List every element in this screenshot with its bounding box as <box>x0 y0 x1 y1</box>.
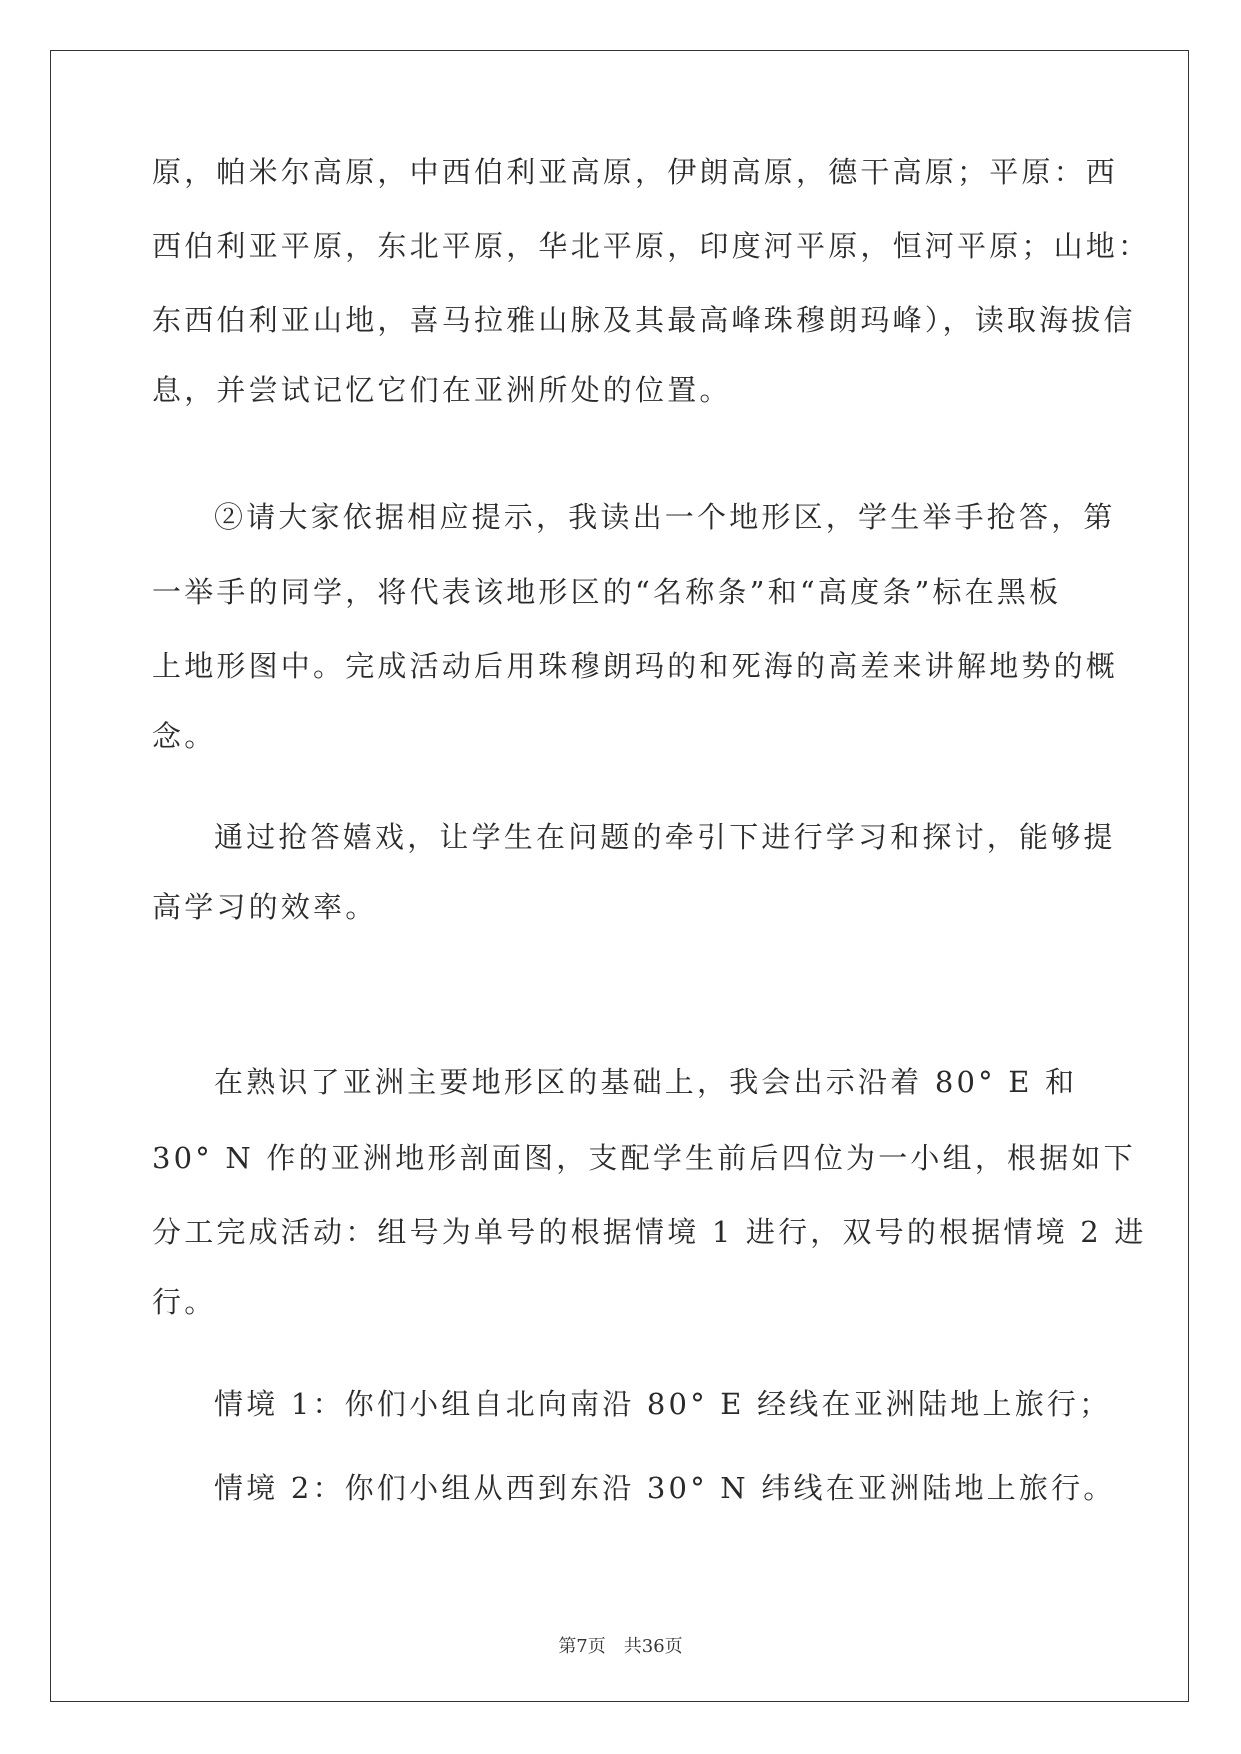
text-line: 东西伯利亚山地，喜马拉雅山脉及其最高峰珠穆朗玛峰），读取海拔信 <box>152 303 1136 337</box>
text-line: 念。 <box>152 719 217 753</box>
text-line: 一举手的同学，将代表该地形区的“名称条”和“高度条”标在黑板 <box>152 575 1062 609</box>
text-line: ②请大家依据相应提示，我读出一个地形区，学生举手抢答，第 <box>214 500 1116 534</box>
text-line: 西伯利亚平原，东北平原，华北平原，印度河平原，恒河平原；山地： <box>152 229 1151 263</box>
text-line: 30° N 作的亚洲地形剖面图，支配学生前后四位为一小组，根据如下 <box>152 1141 1136 1175</box>
text-line: 情境 2：你们小组从西到东沿 30° N 纬线在亚洲陆地上旅行。 <box>214 1471 1116 1505</box>
text-line: 行。 <box>152 1285 217 1319</box>
page-border <box>50 50 1189 1702</box>
text-line: 通过抢答嬉戏，让学生在问题的牵引下进行学习和探讨，能够提 <box>214 820 1116 854</box>
text-line: 分工完成活动：组号为单号的根据情境 1 进行，双号的根据情境 2 进 <box>152 1215 1147 1249</box>
page-number: 第7页 共36页 <box>558 1636 683 1657</box>
text-line: 情境 1：你们小组自北向南沿 80° E 经线在亚洲陆地上旅行； <box>214 1387 1112 1421</box>
text-line: 高学习的效率。 <box>152 890 378 924</box>
text-line: 原，帕米尔高原，中西伯利亚高原，伊朗高原，德干高原；平原：西 <box>152 155 1119 189</box>
text-line: 在熟识了亚洲主要地形区的基础上，我会出示沿着 80° E 和 <box>214 1065 1078 1099</box>
text-line: 上地形图中。完成活动后用珠穆朗玛的和死海的高差来讲解地势的概 <box>152 649 1119 683</box>
text-line: 息，并尝试记忆它们在亚洲所处的位置。 <box>152 373 732 407</box>
